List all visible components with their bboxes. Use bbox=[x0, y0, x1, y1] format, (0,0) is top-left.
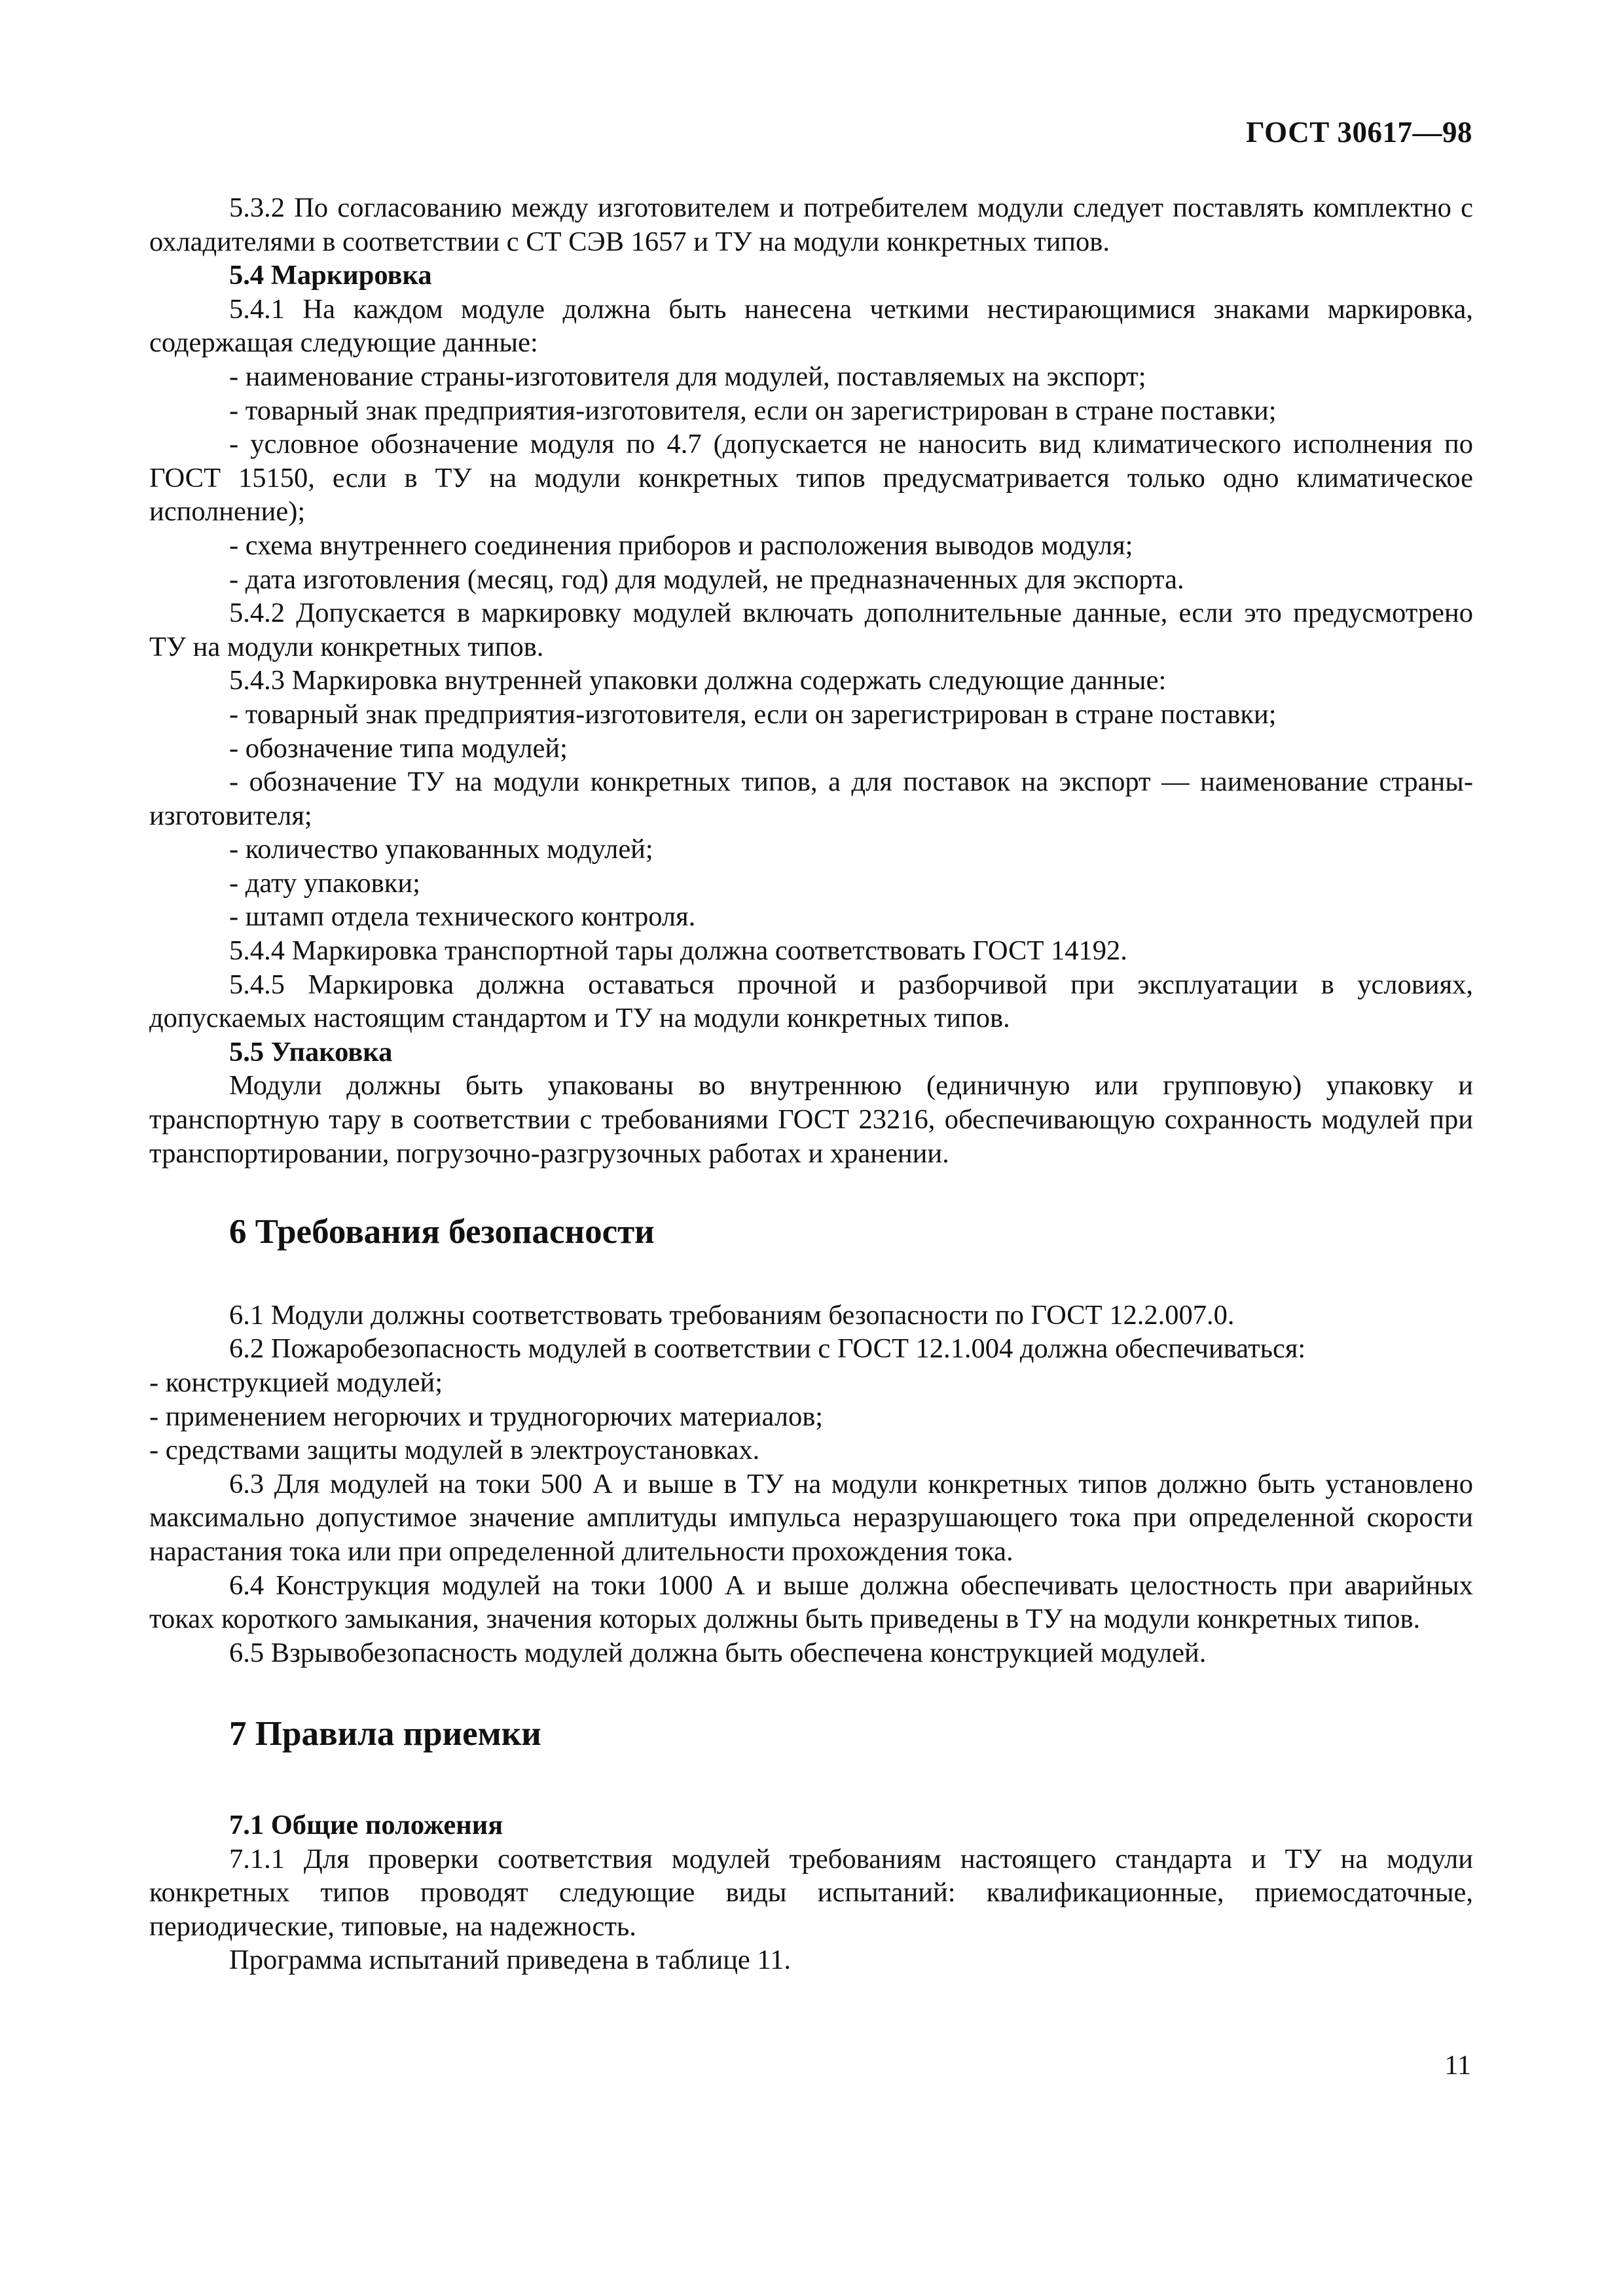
subheading-5-4: 5.4 Маркировка bbox=[229, 260, 432, 291]
paragraph-5-4-3: 5.4.3 Маркировка внутренней упаковки должна содержать следующие данные: bbox=[229, 665, 1167, 696]
list-item: - обозначение ТУ на модули конкретных типов, а для поставок на экспорт — наименование страны-изготовителя; bbox=[149, 766, 1473, 831]
list-item: - дата изготовления (месяц, год) для модулей, не предназначенных для экспорта. bbox=[229, 564, 1184, 595]
paragraph-6-2: 6.2 Пожаробезопасность модулей в соответствии с ГОСТ 12.1.004 должна обеспечиваться: bbox=[229, 1333, 1306, 1365]
paragraph-5-4-5: 5.4.5 Маркировка должна оставаться прочной и разборчивой при эксплуатации в условиях, допускаемых настоящим стандартом и ТУ на модули конкретных типов. bbox=[149, 969, 1473, 1034]
list-item: - обозначение типа модулей; bbox=[229, 732, 568, 764]
paragraph-6-4: 6.4 Конструкция модулей на токи 1000 А и выше должна обеспечивать целостность при аварийных токах короткого замыкания, значения которых должны быть приведены в ТУ на модули конкретных типов. bbox=[149, 1570, 1473, 1635]
list-item: - применением негорючих и трудногорючих материалов; bbox=[149, 1401, 824, 1432]
paragraph-5-4-2: 5.4.2 Допускается в маркировку модулей включать дополнительные данные, если это предусмотрено ТУ на модули конкретных типов. bbox=[149, 598, 1473, 662]
document-body bbox=[149, 191, 1473, 1977]
page-number: 11 bbox=[1444, 2051, 1471, 2081]
paragraph-5-4-1: 5.4.1 На каждом модуле должна быть нанесена четкими нестирающимися знаками маркировка, содержащая следующие данные: bbox=[149, 293, 1473, 359]
paragraph-6-1: 6.1 Модули должны соответствовать требованиям безопасности по ГОСТ 12.2.007.0. bbox=[229, 1299, 1235, 1331]
section-heading-7: 7 Правила приемки bbox=[229, 1715, 541, 1753]
paragraph-6-5: 6.5 Взрывобезопасность модулей должна быть обеспечена конструкцией модулей. bbox=[229, 1637, 1207, 1668]
list-item: - конструкцией модулей; bbox=[149, 1367, 443, 1398]
paragraph-7-1-1-note: Программа испытаний приведена в таблице 11. bbox=[229, 1945, 791, 1976]
list-item: - товарный знак предприятия-изготовителя, если он зарегистрирован в стране поставки; bbox=[229, 698, 1277, 730]
subheading-7-1: 7.1 Общие положения bbox=[229, 1809, 503, 1840]
paragraph-5-3-2: 5.3.2 По согласованию между изготовителем и потребителем модули следует поставлять комплектно с охладителями в соответствии с СТ СЭВ 1657 и ТУ на модули конкретных типов. bbox=[149, 192, 1473, 257]
doc-header: ГОСТ 30617—98 bbox=[1246, 116, 1472, 149]
list-item: - штамп отдела технического контроля. bbox=[229, 901, 696, 933]
list-item: - товарный знак предприятия-изготовителя, если он зарегистрирован в стране поставки; bbox=[229, 395, 1277, 426]
section-heading-6: 6 Требования безопасности bbox=[229, 1213, 655, 1251]
paragraph-6-3: 6.3 Для модулей на токи 500 А и выше в ТУ на модули конкретных типов должно быть установлено максимально допустимое значение амплитуды импульса неразрушающего тока при определенной скорости нарастания тока или при определенной длительности прохождения тока. bbox=[149, 1468, 1473, 1567]
list-item: - дату упаковки; bbox=[229, 867, 420, 899]
paragraph-7-1-1: 7.1.1 Для проверки соответствия модулей требованиям настоящего стандарта и ТУ на модули конкретных типов проводят следующие виды испытаний: квалификационные, приемосдаточные, периодические, типовые, на надежность. bbox=[149, 1843, 1473, 1942]
list-item: - средствами защиты модулей в электроустановках. bbox=[149, 1435, 760, 1466]
list-item: - наименование страны-изготовителя для модулей, поставляемых на экспорт; bbox=[229, 361, 1146, 392]
paragraph-5-4-4: 5.4.4 Маркировка транспортной тары должна соответствовать ГОСТ 14192. bbox=[229, 935, 1127, 967]
list-item: - условное обозначение модуля по 4.7 (допускается не наносить вид климатического исполнения по ГОСТ 15150, если в ТУ на модули конкретных типов предусматривается только одно климатическое исполнение); bbox=[149, 429, 1473, 528]
list-item: - количество упакованных модулей; bbox=[229, 834, 653, 865]
paragraph-5-5: Модули должны быть упакованы во внутреннюю (единичную или групповую) упаковку и транспортную тару в соответствии с требованиями ГОСТ 23216, обеспечивающую сохранность модулей при транспортировании, погрузочно-разгрузочных работах и хранении. bbox=[149, 1070, 1473, 1169]
subheading-5-5: 5.5 Упаковка bbox=[229, 1036, 393, 1067]
list-item: - схема внутреннего соединения приборов и расположения выводов модуля; bbox=[229, 529, 1133, 561]
